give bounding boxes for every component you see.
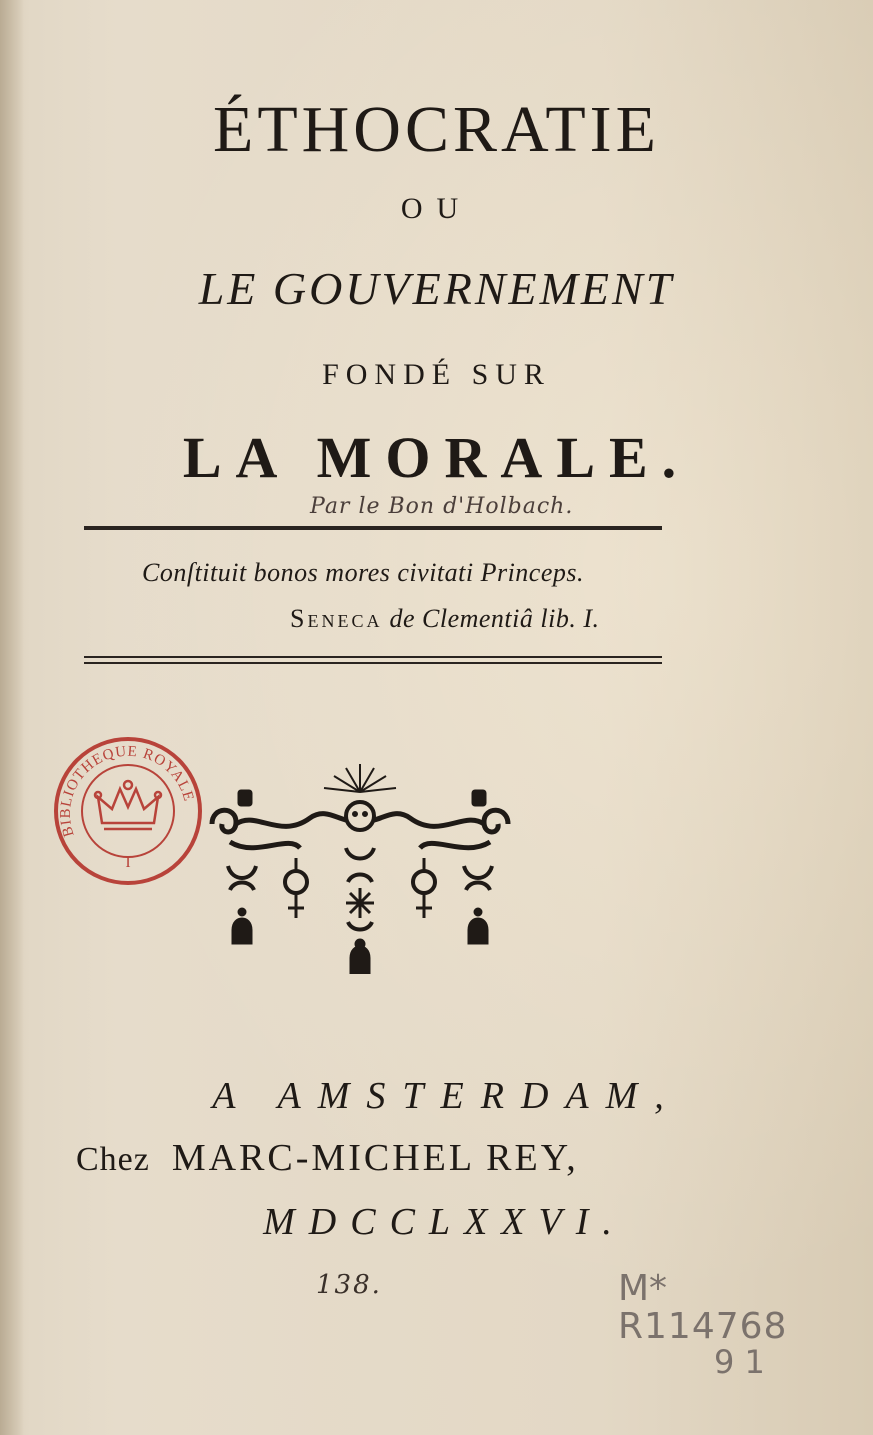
subtitle-line-2: FONDÉ SUR (322, 358, 551, 391)
crown-icon (95, 781, 161, 829)
bottom-rule-lower (84, 662, 662, 664)
printer-ornament-icon (200, 762, 520, 974)
bottom-rule-upper (84, 656, 662, 658)
imprint-printer-prefix: Chez (76, 1141, 150, 1178)
handwritten-attribution: Par le Bon d'Holbach. (310, 494, 574, 519)
imprint-year: MDCCLXXVI. (263, 1201, 626, 1243)
epigraph-quote: Conſtituit bonos mores civitati Princeps. (142, 558, 585, 587)
book-title: ÉTHOCRATIE (213, 93, 660, 166)
title-connector: OU (400, 192, 473, 225)
imprint-city: A AMSTERDAM, (212, 1075, 681, 1117)
stamp-mark: I (125, 854, 131, 871)
shelfmark-line-2: R114768 (618, 1305, 788, 1347)
epigraph-source (290, 604, 599, 634)
stamp-text: BIBLIOTHEQUE ROYALE (57, 743, 197, 839)
epigraph-work: de Clementiâ lib. I. (389, 604, 600, 633)
subtitle-line-3: LA MORALE. (182, 425, 691, 490)
top-rule (84, 526, 662, 530)
shelfmark-line-1: M* (618, 1268, 668, 1309)
handwritten-number: 138. (316, 1270, 382, 1300)
epigraph-author: Seneca (290, 604, 383, 633)
shelfmark (618, 1270, 787, 1379)
subtitle-line-1: LE GOUVERNEMENT (198, 263, 675, 314)
library-stamp-icon (52, 735, 204, 887)
shelfmark-line-3: 9 1 (714, 1342, 765, 1381)
imprint-printer-line (76, 1136, 579, 1180)
imprint-printer: MARC-MICHEL REY, (171, 1137, 579, 1179)
